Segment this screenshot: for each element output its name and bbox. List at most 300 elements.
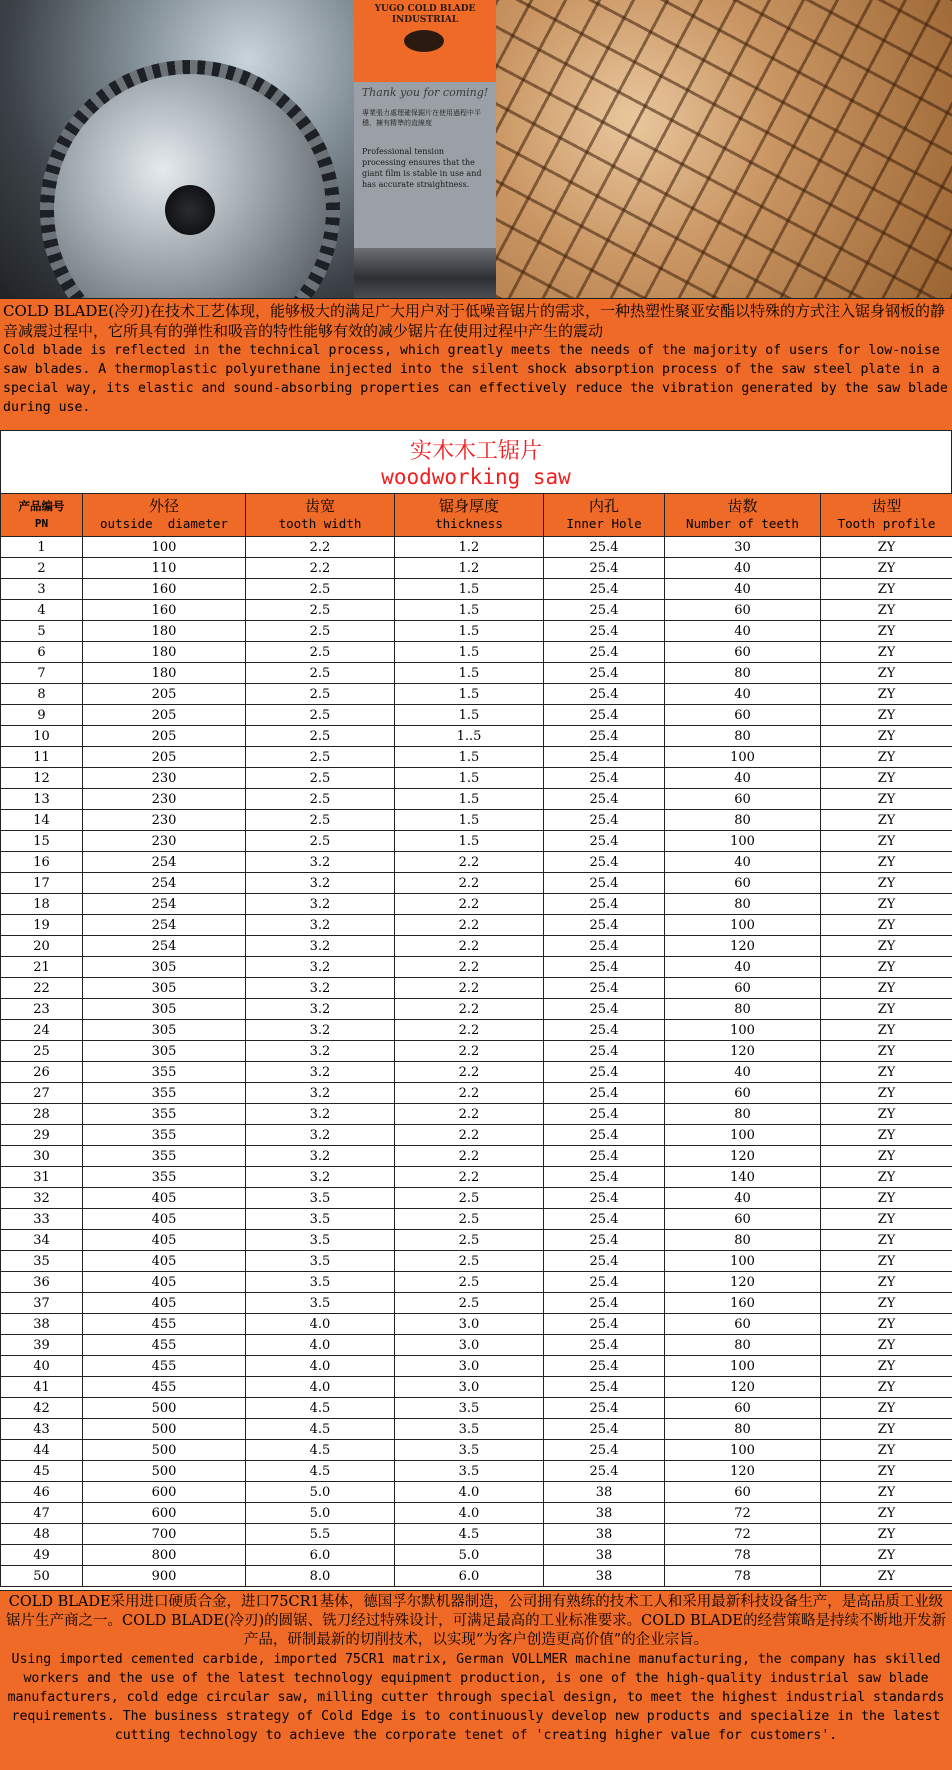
- cell-tooth-profile: ZY: [821, 1461, 952, 1482]
- cell-outside-diameter: 800: [83, 1545, 246, 1566]
- table-row: [1, 1209, 952, 1230]
- table-header-row: [1, 494, 952, 537]
- cell-thickness: 2.2: [395, 999, 544, 1020]
- cell-tooth-profile: ZY: [821, 747, 952, 768]
- cell-inner-hole: 25.4: [544, 1419, 665, 1440]
- cell-tooth-width: 3.2: [246, 1125, 395, 1146]
- cell-inner-hole: 25.4: [544, 1167, 665, 1188]
- header-outside-diameter: [83, 494, 246, 537]
- cell-pn: 45: [1, 1461, 83, 1482]
- table-row: [1, 1335, 952, 1356]
- cell-tooth-width: 3.2: [246, 1146, 395, 1167]
- cell-number-of-teeth: 40: [665, 1062, 821, 1083]
- cell-tooth-profile: ZY: [821, 537, 952, 558]
- cell-tooth-profile: ZY: [821, 957, 952, 978]
- cell-pn: 3: [1, 579, 83, 600]
- header-diameter-en: outside diameter: [100, 516, 228, 531]
- cell-number-of-teeth: 80: [665, 810, 821, 831]
- table-row: [1, 1314, 952, 1335]
- cell-pn: 26: [1, 1062, 83, 1083]
- cell-tooth-width: 5.5: [246, 1524, 395, 1545]
- header-tooth-width: [246, 494, 395, 537]
- cell-thickness: 1.5: [395, 831, 544, 852]
- machine-photo: [354, 248, 496, 298]
- header-pn: [1, 494, 83, 537]
- cell-tooth-profile: ZY: [821, 1188, 952, 1209]
- cell-tooth-profile: ZY: [821, 768, 952, 789]
- cell-number-of-teeth: 40: [665, 684, 821, 705]
- cell-tooth-profile: ZY: [821, 663, 952, 684]
- cell-number-of-teeth: 40: [665, 957, 821, 978]
- cell-tooth-width: 3.2: [246, 873, 395, 894]
- cell-inner-hole: 25.4: [544, 852, 665, 873]
- cell-thickness: 4.0: [395, 1482, 544, 1503]
- cell-number-of-teeth: 100: [665, 1440, 821, 1461]
- footer-cn-text: COLD BLADE采用进口硬质合金，进口75CR1基体，德国孚尔默机器制造，公司拥有熟练的技术工人和采用最新科技设备生产，是高品质工业级锯片生产商之一。COLD BLADE(冷刃)的圆锯、铣刀经过特殊设计，可满足最高的工业标准要求。COLD BLADE的经营策略是持续不断地开发新产品，研制最新的切削技术，以实现“为客户创造更高价值”的企业宗旨。: [6, 1594, 946, 1648]
- cell-inner-hole: 25.4: [544, 936, 665, 957]
- cell-tooth-width: 2.5: [246, 831, 395, 852]
- table-row: [1, 1524, 952, 1545]
- cell-inner-hole: 25.4: [544, 747, 665, 768]
- cell-outside-diameter: 700: [83, 1524, 246, 1545]
- panel-en-text: Professional tension processing ensures that the giant film is stable in use and has accurate straightness.: [362, 147, 482, 189]
- cell-number-of-teeth: 78: [665, 1545, 821, 1566]
- brand-panel: [354, 0, 496, 298]
- cell-outside-diameter: 600: [83, 1503, 246, 1524]
- cell-tooth-profile: ZY: [821, 1566, 952, 1587]
- intro-cn-text: COLD BLADE(冷刃)在技术工艺体现，能够极大的满足广大用户对于低噪音锯片的需求，一种热塑性聚亚安酯以特殊的方式注入锯身钢板的静音减震过程中，它所具有的弹性和吸音的特性能够有效的减少锯片在使用过程中产生的震动: [3, 302, 946, 340]
- cell-pn: 16: [1, 852, 83, 873]
- cell-tooth-width: 5.0: [246, 1503, 395, 1524]
- cell-pn: 49: [1, 1545, 83, 1566]
- cell-tooth-profile: ZY: [821, 1482, 952, 1503]
- cell-outside-diameter: 455: [83, 1377, 246, 1398]
- cell-pn: 44: [1, 1440, 83, 1461]
- cell-tooth-profile: ZY: [821, 978, 952, 999]
- cell-number-of-teeth: 120: [665, 1461, 821, 1482]
- cell-thickness: 2.2: [395, 1020, 544, 1041]
- cell-tooth-width: 3.2: [246, 1062, 395, 1083]
- cell-thickness: 1.5: [395, 684, 544, 705]
- cell-outside-diameter: 600: [83, 1482, 246, 1503]
- header-teeth-cn: 齿数: [727, 497, 758, 515]
- cell-tooth-profile: ZY: [821, 1062, 952, 1083]
- cell-tooth-profile: ZY: [821, 1398, 952, 1419]
- cell-outside-diameter: 500: [83, 1440, 246, 1461]
- cell-tooth-width: 3.5: [246, 1209, 395, 1230]
- header-teeth-en: Number of teeth: [686, 516, 799, 531]
- cell-outside-diameter: 355: [83, 1167, 246, 1188]
- table-title: [0, 431, 952, 493]
- cell-tooth-width: 2.5: [246, 705, 395, 726]
- table-row: [1, 1503, 952, 1524]
- table-row: [1, 558, 952, 579]
- cell-inner-hole: 25.4: [544, 957, 665, 978]
- cell-pn: 40: [1, 1356, 83, 1377]
- cell-outside-diameter: 100: [83, 537, 246, 558]
- cell-pn: 5: [1, 621, 83, 642]
- cell-outside-diameter: 254: [83, 852, 246, 873]
- cell-tooth-width: 8.0: [246, 1566, 395, 1587]
- header-thickness-cn: 锯身厚度: [438, 497, 499, 515]
- cell-number-of-teeth: 100: [665, 1251, 821, 1272]
- saw-blade-hub-graphic: [165, 185, 215, 235]
- cell-tooth-width: 3.5: [246, 1293, 395, 1314]
- cell-number-of-teeth: 80: [665, 663, 821, 684]
- cell-inner-hole: 25.4: [544, 894, 665, 915]
- brand-header: [354, 0, 496, 82]
- cell-tooth-width: 3.5: [246, 1272, 395, 1293]
- cell-thickness: 1.5: [395, 621, 544, 642]
- cell-tooth-width: 4.5: [246, 1461, 395, 1482]
- cell-outside-diameter: 455: [83, 1356, 246, 1377]
- intro-band: [0, 298, 952, 431]
- cell-number-of-teeth: 40: [665, 852, 821, 873]
- cell-tooth-width: 2.2: [246, 537, 395, 558]
- cell-tooth-width: 4.0: [246, 1314, 395, 1335]
- cell-number-of-teeth: 78: [665, 1566, 821, 1587]
- table-row: [1, 1482, 952, 1503]
- cell-thickness: 2.2: [395, 852, 544, 873]
- cell-thickness: 2.2: [395, 936, 544, 957]
- cell-inner-hole: 25.4: [544, 579, 665, 600]
- cell-tooth-profile: ZY: [821, 684, 952, 705]
- cell-thickness: 3.0: [395, 1335, 544, 1356]
- cell-number-of-teeth: 100: [665, 1125, 821, 1146]
- cell-number-of-teeth: 60: [665, 1209, 821, 1230]
- cell-thickness: 3.0: [395, 1377, 544, 1398]
- table-row: [1, 684, 952, 705]
- cell-thickness: 1.5: [395, 579, 544, 600]
- cell-thickness: 1.5: [395, 663, 544, 684]
- cell-thickness: 3.5: [395, 1461, 544, 1482]
- cell-pn: 32: [1, 1188, 83, 1209]
- table-body: [1, 537, 952, 1587]
- cell-outside-diameter: 405: [83, 1188, 246, 1209]
- table-row: [1, 579, 952, 600]
- cell-pn: 46: [1, 1482, 83, 1503]
- cell-inner-hole: 25.4: [544, 684, 665, 705]
- cell-inner-hole: 25.4: [544, 1209, 665, 1230]
- cell-outside-diameter: 405: [83, 1209, 246, 1230]
- cell-number-of-teeth: 30: [665, 537, 821, 558]
- cell-pn: 39: [1, 1335, 83, 1356]
- cell-pn: 27: [1, 1083, 83, 1104]
- cell-inner-hole: 25.4: [544, 1230, 665, 1251]
- cell-pn: 41: [1, 1377, 83, 1398]
- cell-pn: 42: [1, 1398, 83, 1419]
- cell-pn: 1: [1, 537, 83, 558]
- cell-pn: 24: [1, 1020, 83, 1041]
- cell-tooth-width: 2.5: [246, 621, 395, 642]
- cell-inner-hole: 25.4: [544, 915, 665, 936]
- header-number-of-teeth: [665, 494, 821, 537]
- cell-thickness: 3.0: [395, 1356, 544, 1377]
- cell-thickness: 3.5: [395, 1398, 544, 1419]
- cell-tooth-width: 4.0: [246, 1335, 395, 1356]
- cell-tooth-width: 3.2: [246, 1041, 395, 1062]
- table-row: [1, 1230, 952, 1251]
- cell-number-of-teeth: 40: [665, 621, 821, 642]
- cell-pn: 4: [1, 600, 83, 621]
- cell-pn: 13: [1, 789, 83, 810]
- table-row: [1, 1356, 952, 1377]
- cell-outside-diameter: 160: [83, 579, 246, 600]
- cell-pn: 35: [1, 1251, 83, 1272]
- cell-inner-hole: 25.4: [544, 642, 665, 663]
- cell-outside-diameter: 305: [83, 1041, 246, 1062]
- cell-outside-diameter: 180: [83, 642, 246, 663]
- cell-outside-diameter: 160: [83, 600, 246, 621]
- cell-inner-hole: 25.4: [544, 1125, 665, 1146]
- cell-thickness: 1.5: [395, 810, 544, 831]
- cell-thickness: 1..5: [395, 726, 544, 747]
- cell-inner-hole: 25.4: [544, 1083, 665, 1104]
- cell-tooth-profile: ZY: [821, 1356, 952, 1377]
- cell-number-of-teeth: 60: [665, 600, 821, 621]
- table-row: [1, 999, 952, 1020]
- table-row: [1, 789, 952, 810]
- cell-inner-hole: 38: [544, 1524, 665, 1545]
- cell-outside-diameter: 205: [83, 705, 246, 726]
- cell-outside-diameter: 405: [83, 1293, 246, 1314]
- cell-thickness: 3.5: [395, 1419, 544, 1440]
- cell-tooth-width: 3.2: [246, 1104, 395, 1125]
- table-row: [1, 1104, 952, 1125]
- cell-outside-diameter: 230: [83, 768, 246, 789]
- table-row: [1, 1167, 952, 1188]
- table-row: [1, 1440, 952, 1461]
- table-row: [1, 1377, 952, 1398]
- cell-number-of-teeth: 40: [665, 558, 821, 579]
- cell-tooth-profile: ZY: [821, 1125, 952, 1146]
- cell-tooth-width: 4.0: [246, 1377, 395, 1398]
- cell-tooth-width: 3.2: [246, 1167, 395, 1188]
- cell-tooth-width: 4.5: [246, 1440, 395, 1461]
- table-row: [1, 663, 952, 684]
- saw-blade-photo: [0, 0, 354, 298]
- cell-number-of-teeth: 100: [665, 915, 821, 936]
- cell-inner-hole: 25.4: [544, 768, 665, 789]
- cell-tooth-profile: ZY: [821, 852, 952, 873]
- cell-outside-diameter: 254: [83, 873, 246, 894]
- cell-outside-diameter: 405: [83, 1251, 246, 1272]
- table-row: [1, 1020, 952, 1041]
- cell-number-of-teeth: 60: [665, 642, 821, 663]
- cell-outside-diameter: 355: [83, 1062, 246, 1083]
- cell-inner-hole: 25.4: [544, 621, 665, 642]
- cell-thickness: 2.2: [395, 1062, 544, 1083]
- cell-number-of-teeth: 100: [665, 747, 821, 768]
- cell-number-of-teeth: 100: [665, 1020, 821, 1041]
- cell-thickness: 1.2: [395, 558, 544, 579]
- cell-tooth-width: 4.5: [246, 1419, 395, 1440]
- cell-outside-diameter: 230: [83, 831, 246, 852]
- cell-number-of-teeth: 120: [665, 1041, 821, 1062]
- cell-pn: 38: [1, 1314, 83, 1335]
- cell-pn: 11: [1, 747, 83, 768]
- wood-blocks-photo: [496, 0, 952, 298]
- cell-outside-diameter: 205: [83, 726, 246, 747]
- table-row: [1, 1566, 952, 1587]
- cell-tooth-profile: ZY: [821, 1503, 952, 1524]
- cell-pn: 37: [1, 1293, 83, 1314]
- cell-outside-diameter: 230: [83, 810, 246, 831]
- cell-tooth-width: 2.5: [246, 663, 395, 684]
- cell-pn: 33: [1, 1209, 83, 1230]
- cell-thickness: 2.2: [395, 915, 544, 936]
- cell-outside-diameter: 405: [83, 1272, 246, 1293]
- table-row: [1, 894, 952, 915]
- table-row: [1, 726, 952, 747]
- table-row: [1, 1146, 952, 1167]
- cell-tooth-profile: ZY: [821, 1335, 952, 1356]
- header-profile-en: Tooth profile: [837, 516, 936, 531]
- header-inner-hole-en: Inner Hole: [566, 516, 642, 531]
- cell-outside-diameter: 455: [83, 1335, 246, 1356]
- cell-tooth-profile: ZY: [821, 1251, 952, 1272]
- cell-pn: 2: [1, 558, 83, 579]
- cell-pn: 15: [1, 831, 83, 852]
- cell-number-of-teeth: 40: [665, 768, 821, 789]
- table-row: [1, 957, 952, 978]
- cell-inner-hole: 25.4: [544, 1356, 665, 1377]
- cell-pn: 17: [1, 873, 83, 894]
- table-row: [1, 1083, 952, 1104]
- table-row: [1, 978, 952, 999]
- cell-inner-hole: 25.4: [544, 663, 665, 684]
- cell-inner-hole: 25.4: [544, 726, 665, 747]
- cell-thickness: 2.5: [395, 1251, 544, 1272]
- cell-tooth-width: 4.0: [246, 1356, 395, 1377]
- header-tooth-profile: [821, 494, 952, 537]
- cell-inner-hole: 38: [544, 1566, 665, 1587]
- cell-pn: 12: [1, 768, 83, 789]
- header-thickness: [395, 494, 544, 537]
- table-row: [1, 747, 952, 768]
- cell-pn: 28: [1, 1104, 83, 1125]
- table-row: [1, 768, 952, 789]
- cell-number-of-teeth: 60: [665, 1314, 821, 1335]
- cell-inner-hole: 25.4: [544, 789, 665, 810]
- cell-pn: 19: [1, 915, 83, 936]
- table-row: [1, 936, 952, 957]
- table-row: [1, 642, 952, 663]
- cell-tooth-width: 3.2: [246, 1083, 395, 1104]
- cell-tooth-profile: ZY: [821, 810, 952, 831]
- cell-number-of-teeth: 80: [665, 1230, 821, 1251]
- cell-outside-diameter: 305: [83, 999, 246, 1020]
- cell-number-of-teeth: 120: [665, 1377, 821, 1398]
- cell-inner-hole: 25.4: [544, 1377, 665, 1398]
- table-row: [1, 1251, 952, 1272]
- cell-number-of-teeth: 160: [665, 1293, 821, 1314]
- cell-tooth-width: 3.2: [246, 852, 395, 873]
- cell-pn: 34: [1, 1230, 83, 1251]
- cell-inner-hole: 25.4: [544, 1398, 665, 1419]
- cell-tooth-profile: ZY: [821, 1167, 952, 1188]
- cell-thickness: 2.2: [395, 1125, 544, 1146]
- cell-tooth-width: 2.5: [246, 747, 395, 768]
- cell-outside-diameter: 254: [83, 915, 246, 936]
- cell-number-of-teeth: 120: [665, 936, 821, 957]
- cell-outside-diameter: 254: [83, 894, 246, 915]
- cell-tooth-profile: ZY: [821, 831, 952, 852]
- cell-thickness: 3.5: [395, 1440, 544, 1461]
- cell-tooth-profile: ZY: [821, 1230, 952, 1251]
- cell-outside-diameter: 500: [83, 1419, 246, 1440]
- cell-thickness: 1.2: [395, 537, 544, 558]
- intro-en-text: Cold blade is reflected in the technical process, which greatly meets the needs of the majority of users for low-noise saw blades. A thermoplastic polyurethane injected into the silent shock absorption process of the saw steel plate in a special way, its elastic and sound-absorbing properties can effectively reduce the vibration generated by the saw blade during use.: [3, 343, 948, 415]
- cell-pn: 14: [1, 810, 83, 831]
- cell-inner-hole: 25.4: [544, 1188, 665, 1209]
- cell-tooth-profile: ZY: [821, 894, 952, 915]
- cell-tooth-width: 2.5: [246, 789, 395, 810]
- cell-inner-hole: 25.4: [544, 1020, 665, 1041]
- title-en: woodworking saw: [381, 465, 571, 489]
- cell-tooth-width: 2.5: [246, 600, 395, 621]
- cell-inner-hole: 25.4: [544, 999, 665, 1020]
- table-row: [1, 831, 952, 852]
- thanks-text: Thank you for coming!: [361, 86, 489, 99]
- cell-number-of-teeth: 60: [665, 1482, 821, 1503]
- cell-inner-hole: 25.4: [544, 810, 665, 831]
- cell-thickness: 4.0: [395, 1503, 544, 1524]
- cell-thickness: 4.5: [395, 1524, 544, 1545]
- cell-number-of-teeth: 80: [665, 999, 821, 1020]
- table-row: [1, 1272, 952, 1293]
- cell-thickness: 1.5: [395, 747, 544, 768]
- cell-tooth-profile: ZY: [821, 1020, 952, 1041]
- cell-tooth-profile: ZY: [821, 600, 952, 621]
- cell-tooth-profile: ZY: [821, 642, 952, 663]
- cell-inner-hole: 25.4: [544, 1104, 665, 1125]
- cell-pn: 48: [1, 1524, 83, 1545]
- cell-inner-hole: 25.4: [544, 1251, 665, 1272]
- cell-pn: 50: [1, 1566, 83, 1587]
- cell-inner-hole: 25.4: [544, 1146, 665, 1167]
- cell-thickness: 2.2: [395, 1167, 544, 1188]
- table-row: [1, 1419, 952, 1440]
- cell-thickness: 1.5: [395, 705, 544, 726]
- cell-tooth-width: 3.2: [246, 978, 395, 999]
- table-row: [1, 1062, 952, 1083]
- cell-pn: 10: [1, 726, 83, 747]
- table-row: [1, 1545, 952, 1566]
- cell-outside-diameter: 355: [83, 1146, 246, 1167]
- brand-title: YUGO COLD BLADE INDUSTRIAL: [374, 4, 476, 25]
- cell-thickness: 2.2: [395, 1041, 544, 1062]
- cell-pn: 23: [1, 999, 83, 1020]
- cell-tooth-width: 3.2: [246, 915, 395, 936]
- cell-outside-diameter: 405: [83, 1230, 246, 1251]
- cell-tooth-profile: ZY: [821, 1272, 952, 1293]
- brand-logo-icon: [404, 30, 444, 52]
- cell-thickness: 1.5: [395, 768, 544, 789]
- cell-outside-diameter: 500: [83, 1398, 246, 1419]
- cell-tooth-profile: ZY: [821, 873, 952, 894]
- table-row: [1, 537, 952, 558]
- table-row: [1, 852, 952, 873]
- cell-tooth-width: 3.2: [246, 894, 395, 915]
- cell-tooth-profile: ZY: [821, 1314, 952, 1335]
- header-profile-cn: 齿型: [871, 497, 902, 515]
- footer-en-text: Using imported cemented carbide, imported 75CR1 matrix, German VOLLMER machine manufacturing, the company has skilled workers and the use of the latest technology equipment production, is one of the high-quality industrial saw blade manufacturers, cold edge circular saw, milling cutter through special design, to meet the highest industrial standards requirements. The business strategy of Cold Edge is to continuously develop new products and specialize in the latest cutting technology to achieve the corporate tenet of 'creating higher value for customers'.: [7, 1652, 945, 1743]
- cell-outside-diameter: 355: [83, 1125, 246, 1146]
- footer-band: [0, 1590, 952, 1770]
- cell-number-of-teeth: 140: [665, 1167, 821, 1188]
- cell-tooth-profile: ZY: [821, 789, 952, 810]
